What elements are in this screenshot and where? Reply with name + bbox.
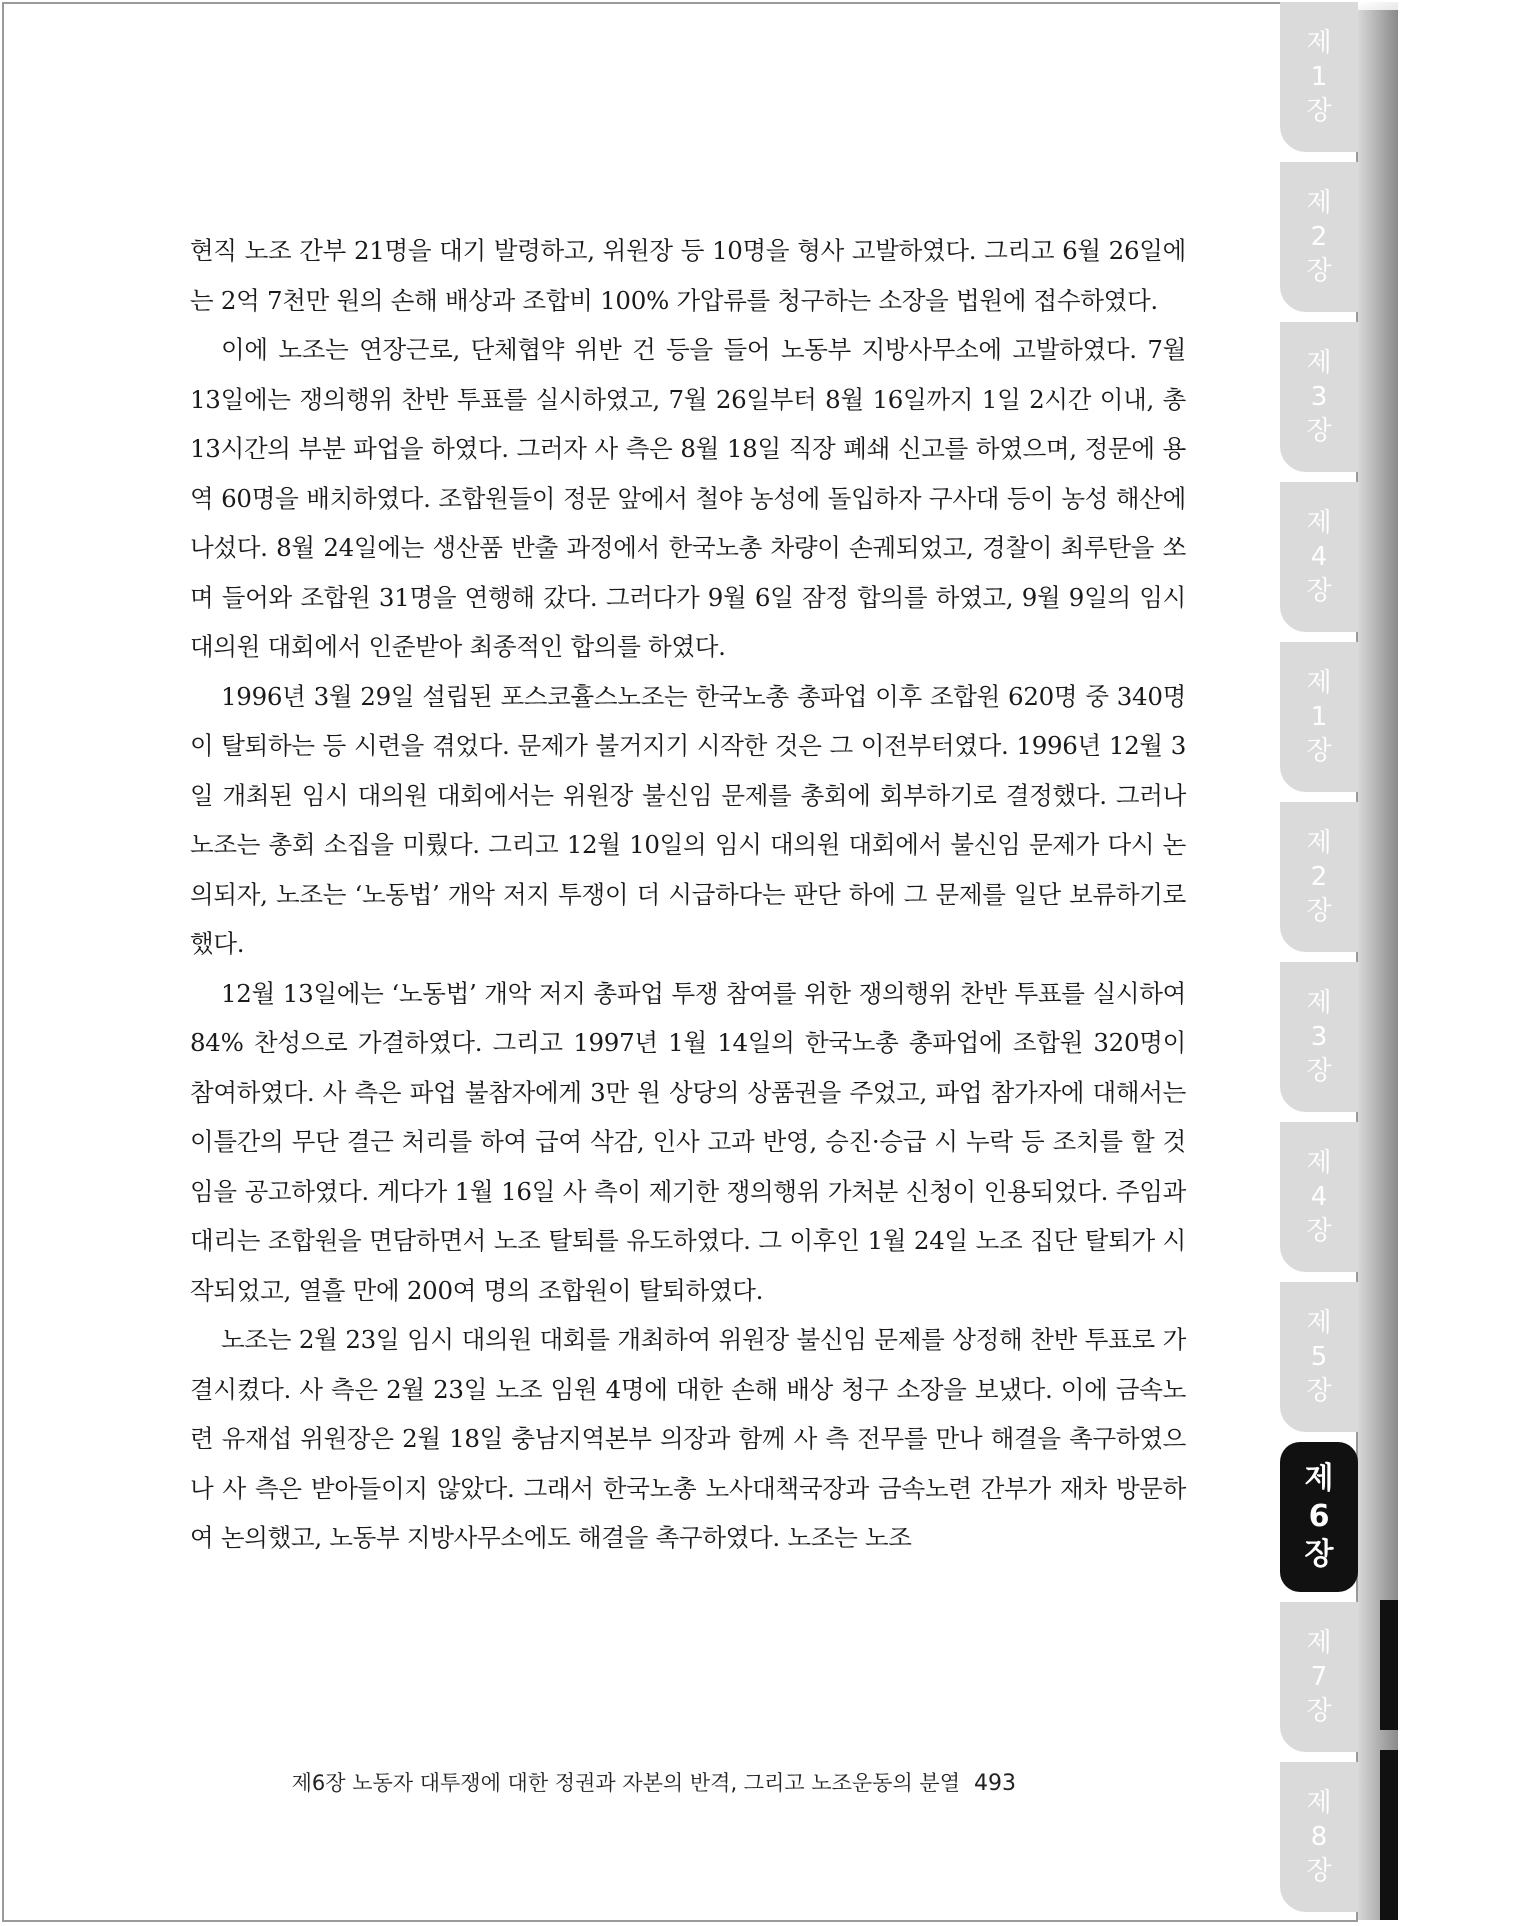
- chapter-tab-7[interactable]: [1280, 962, 1358, 1112]
- chapter-tab-6[interactable]: [1280, 802, 1358, 952]
- chapter-tab-4[interactable]: [1280, 482, 1358, 632]
- page-footer: [292, 1767, 1016, 1797]
- chapter-tab-11[interactable]: [1280, 1602, 1358, 1752]
- chapter-tab-label: 제8장: [1306, 1788, 1332, 1886]
- chapter-tab-3[interactable]: [1280, 322, 1358, 472]
- chapter-tab-label: 제5장: [1306, 1308, 1332, 1406]
- chapter-tab-1[interactable]: [1280, 2, 1358, 152]
- chapter-tab-5[interactable]: [1280, 642, 1358, 792]
- chapter-tab-label: 제7장: [1306, 1628, 1332, 1726]
- chapter-tab-8[interactable]: [1280, 1122, 1358, 1272]
- chapter-tab-12[interactable]: [1280, 1762, 1358, 1912]
- paragraph-3: 1996년 3월 29일 설립된 포스코휼스노조는 한국노총 총파업 이후 조합원 620명 중 340명이 탈퇴하는 등 시련을 겪었다. 문제가 불거지기 시작한 것은 그 이전부터였다. 1996년 12월 3일 개최된 임시 대의원 대회에서는 위원장 불신임 문제를 총회에 회부하기로 결정했다. 그러나 노조는 총회 소집을 미뤘다. 그리고 12월 10일의 임시 대의원 대회에서 불신임 문제가 다시 논의되자, 노조는 ‘노동법’ 개악 저지 투쟁이 더 시급하다는 판단 하에 그 문제를 일단 보류하기로 했다.: [190, 681, 1186, 958]
- chapter-tab-2[interactable]: [1280, 162, 1358, 312]
- paragraph-4: 12월 13일에는 ‘노동법’ 개악 저지 총파업 투쟁 참여를 위한 쟁의행위 찬반 투표를 실시하여 84% 찬성으로 가결하였다. 그리고 1997년 1월 14일의 한국노총 총파업에 조합원 320명이 참여하였다. 사 측은 파업 불참자에게 3만 원 상당의 상품권을 주었고, 파업 참가자에 대해서는 이틀간의 무단 결근 처리를 하여 급여 삭감, 인사 고과 반영, 승진·승급 시 누락 등 조치를 할 것임을 공고하였다. 게다가 1월 16일 사 측이 제기한 쟁의행위 가처분 신청이 인용되었다. 주임과 대리는 조합원을 면담하면서 노조 탈퇴를 유도하였다. 그 이후인 1월 24일 노조 집단 탈퇴가 시작되었고, 열흘 만에 200여 명의 조합원이 탈퇴하였다.: [190, 978, 1186, 1305]
- body-text: [190, 226, 1186, 1563]
- page-edge-marker-lower: [1380, 1750, 1398, 1920]
- page-number: 493: [974, 1771, 1016, 1796]
- chapter-tab-label: 제4장: [1306, 1148, 1332, 1246]
- chapter-tab-9[interactable]: [1280, 1282, 1358, 1432]
- paragraph-5: 노조는 2월 23일 임시 대의원 대회를 개최하여 위원장 불신임 문제를 상정해 찬반 투표로 가결시켰다. 사 측은 2월 23일 노조 임원 4명에 대한 손해 배상 청구 소장을 보냈다. 이에 금속노련 유재섭 위원장은 2월 18일 충남지역본부 의장과 함께 사 측 전무를 만나 해결을 촉구하였으나 사 측은 받아들이지 않았다. 그래서 한국노총 노사대책국장과 금속노련 간부가 재차 방문하여 논의했고, 노동부 지방사무소에도 해결을 촉구하였다. 노조는 노조: [190, 1325, 1186, 1552]
- chapter-tab-label: 제1장: [1306, 28, 1332, 126]
- page-edge-marker-upper: [1380, 1600, 1398, 1730]
- chapter-tab-label: 제2장: [1306, 188, 1332, 286]
- chapter-tab-label: 제6장: [1304, 1461, 1334, 1572]
- chapter-tab-active[interactable]: [1280, 1442, 1358, 1592]
- chapter-tab-label: 제1장: [1306, 668, 1332, 766]
- book-page: [2, 2, 1358, 1922]
- paragraph-2: 이에 노조는 연장근로, 단체협약 위반 건 등을 들어 노동부 지방사무소에 고발하였다. 7월 13일에는 쟁의행위 찬반 투표를 실시하였고, 7월 26일부터 8월 16일까지 1일 2시간 이내, 총 13시간의 부분 파업을 하였다. 그러자 사 측은 8월 18일 직장 폐쇄 신고를 하였으며, 정문에 용역 60명을 배치하였다. 조합원들이 정문 앞에서 철야 농성에 돌입하자 구사대 등이 농성 해산에 나섰다. 8월 24일에는 생산품 반출 과정에서 한국노총 차량이 손궤되었고, 경찰이 최루탄을 쏘며 들어와 조합원 31명을 연행해 갔다. 그러다가 9월 6일 잠정 합의를 하였고, 9월 9일의 임시 대의원 대회에서 인준받아 최종적인 합의를 하였다.: [190, 335, 1186, 661]
- running-title: 제6장 노동자 대투쟁에 대한 정권과 자본의 반격, 그리고 노조운동의 분열: [291, 1771, 960, 1795]
- chapter-tab-label: 제3장: [1306, 348, 1332, 446]
- chapter-tab-label: 제2장: [1306, 828, 1332, 926]
- chapter-tab-label: 제4장: [1306, 508, 1332, 606]
- paragraph-1: 현직 노조 간부 21명을 대기 발령하고, 위원장 등 10명을 형사 고발하였다. 그리고 6월 26일에는 2억 7천만 원의 손해 배상과 조합비 100% 가압류를 청구하는 소장을 법원에 접수하였다.: [190, 236, 1186, 315]
- chapter-tab-label: 제3장: [1306, 988, 1332, 1086]
